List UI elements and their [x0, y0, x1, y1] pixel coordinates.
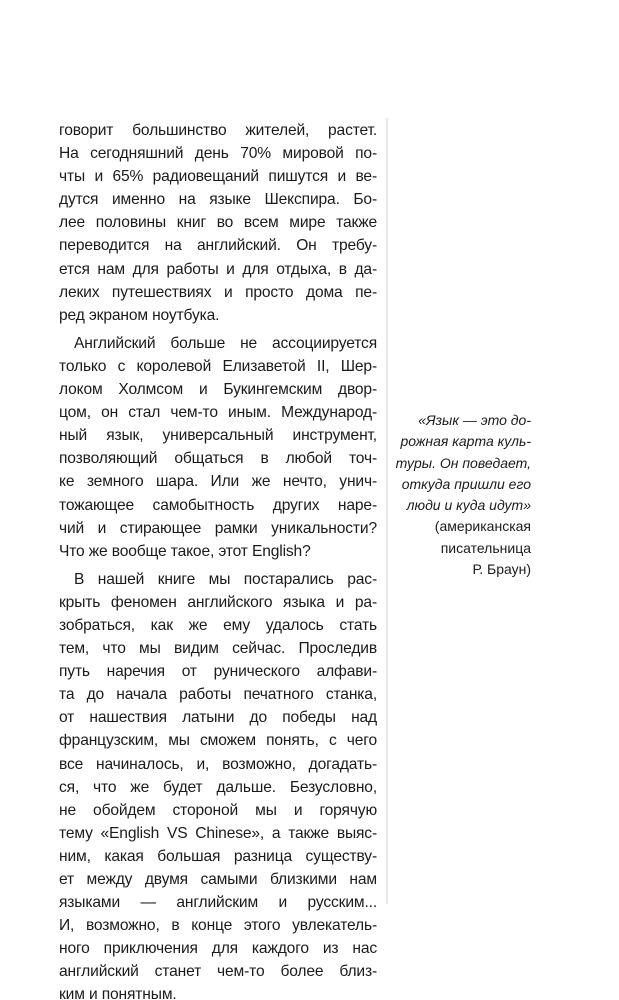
text-line: путь наречия от рунического алфави-	[59, 663, 377, 681]
paragraph	[59, 332, 377, 563]
text-line: ке земного шара. Или же нечто, унич-	[59, 473, 377, 491]
text-line: крыть феномен английского языка и ра-	[59, 593, 377, 611]
text-line: ного приключения для каждого из нас	[59, 940, 377, 958]
sidebar-quote	[361, 410, 531, 580]
text-line: ется нам для работы и для отдыха, в да-	[59, 260, 377, 278]
text-line: чий и стирающее рамки уникальности?	[59, 519, 377, 537]
quote-line: «Язык — это до-	[418, 412, 531, 428]
paragraph	[59, 119, 377, 327]
main-text-column	[59, 119, 377, 1000]
text-line: ет между двумя самыми близкими нам	[59, 871, 377, 888]
quote-line: откуда пришли его	[401, 475, 531, 492]
text-line: тему «English VS Chinese», а также выяс-	[59, 824, 377, 842]
text-line: от нашествия латыни до победы над	[59, 709, 377, 727]
text-line: только с королевой Елизаветой II, Шер-	[59, 357, 377, 375]
text-line: говорит большинство жителей, растет.	[59, 122, 377, 139]
text-line: французским, мы сможем понять, с чего	[59, 732, 377, 750]
paragraph	[59, 568, 377, 1000]
text-line: позволяющий общаться в любой точ-	[59, 450, 377, 468]
text-line: И, возможно, в конце этого увлекатель-	[59, 917, 377, 935]
text-line: ним, какая большая разница существу-	[59, 847, 377, 865]
attribution-line: писательница	[440, 539, 531, 556]
attribution-line: (американская	[434, 518, 531, 535]
quote-line: рожная карта куль-	[400, 433, 531, 450]
attribution-line: Р. Браун)	[472, 561, 531, 578]
text-line: Английский больше не ассоциируется	[74, 334, 377, 352]
text-line: все начиналось, и, возможно, догадать-	[59, 755, 377, 773]
text-line: ред экраном ноутбука.	[59, 306, 220, 324]
text-line: тем, что мы видим сейчас. Проследив	[59, 640, 377, 658]
text-line: зобраться, как же ему удалось стать	[59, 616, 377, 634]
text-line: Что же вообще такое, этот English?	[59, 542, 311, 560]
text-line: ким и понятным.	[59, 986, 177, 1000]
text-line: та до начала работы печатного станка,	[59, 686, 377, 704]
text-line: чты и 65% радиовещаний пишутся и ве-	[59, 168, 377, 186]
text-line: леких путешествиях и просто дома пе-	[59, 283, 377, 301]
text-line: не обойдем стороной мы и горячую	[59, 801, 377, 819]
text-line: ся, что же будет дальше. Безусловно,	[59, 778, 377, 796]
text-line: английский станет чем-то более близ-	[59, 963, 377, 981]
quote-line: туры. Он поведает,	[395, 454, 531, 471]
text-line: На сегодняшний день 70% мировой по-	[59, 145, 377, 163]
quote-line: люди и куда идут»	[406, 497, 531, 514]
text-line: лее половины книг во всем мире также	[59, 214, 377, 232]
text-line: тожающее самобытность других наре-	[59, 496, 377, 514]
text-line: языками — английским и русским...	[59, 894, 377, 912]
quote-attribution	[361, 516, 531, 580]
text-line: локом Холмсом и Букингемским двор-	[59, 381, 377, 399]
text-line: переводится на английский. Он требу-	[59, 237, 377, 255]
text-line: ный язык, универсальный инструмент,	[59, 427, 377, 445]
text-line: цом, он стал чем-то иным. Международ-	[59, 404, 377, 422]
quote-text	[361, 410, 531, 516]
text-line: дутся именно на языке Шекспира. Бо-	[59, 191, 377, 209]
text-line: В нашей книге мы постарались рас-	[74, 570, 377, 588]
